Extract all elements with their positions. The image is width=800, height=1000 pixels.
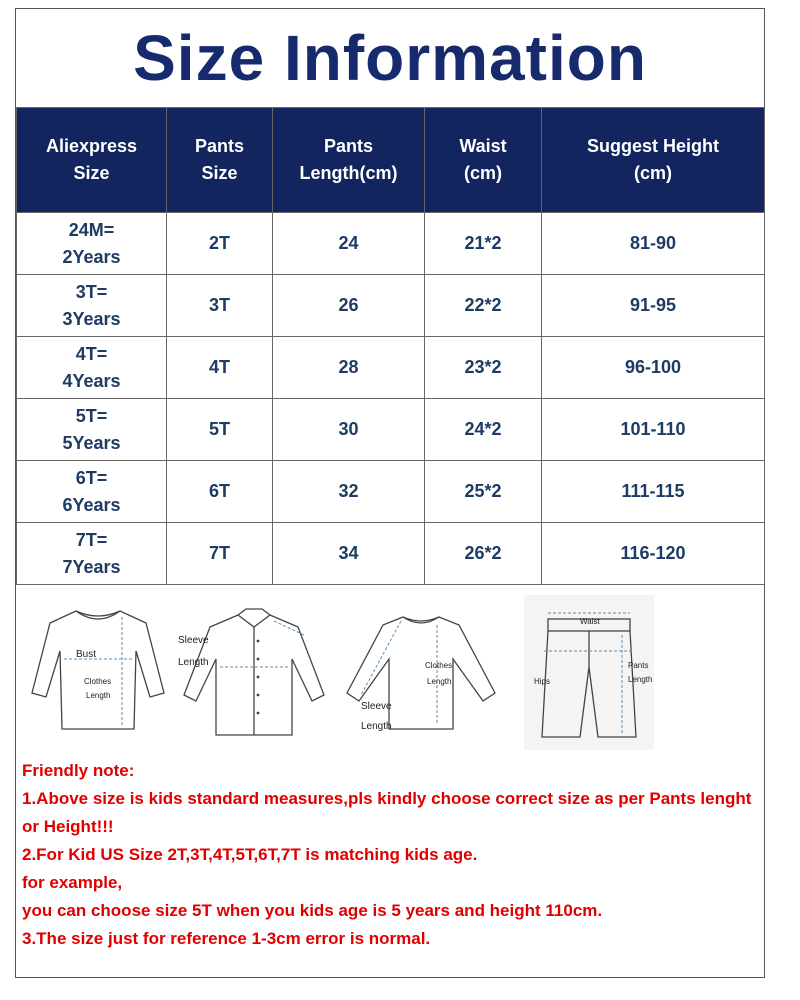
shirt-diagram	[176, 597, 331, 742]
note-line-5: 3.The size just for reference 1-3cm error is normal.	[22, 929, 431, 948]
table-row	[17, 213, 765, 275]
cell-suggest-height: 91-95	[542, 275, 765, 337]
table-header-row	[17, 108, 765, 213]
header-waist: Waist (cm)	[425, 108, 542, 213]
table-row	[17, 399, 765, 461]
sweater-sleeve-label: Sleeve	[361, 701, 392, 712]
shirt-illustration	[176, 597, 331, 742]
cell-suggest-height: 81-90	[542, 213, 765, 275]
table-row	[17, 461, 765, 523]
cell-pants-length: 24	[273, 213, 425, 275]
shirt-length-label: Length	[178, 657, 209, 668]
sweater-sleeve-length-label: Length	[361, 721, 392, 732]
cell-waist: 21*2	[425, 213, 542, 275]
sweater-clothes-label: Clothes	[425, 661, 453, 670]
cell-pants-size: 5T	[167, 399, 273, 461]
note-line-2: 2.For Kid US Size 2T,3T,4T,5T,6T,7T is matching kids age.	[22, 845, 478, 864]
cell-suggest-height: 101-110	[542, 399, 765, 461]
size-table	[16, 107, 765, 585]
cell-suggest-height: 96-100	[542, 337, 765, 399]
cell-aliexpress-size: 24M= 2Years	[17, 213, 167, 275]
table-row	[17, 523, 765, 585]
note-line-3: for example,	[22, 873, 123, 892]
pants-hips-label: Hips	[534, 677, 551, 686]
cell-pants-length: 32	[273, 461, 425, 523]
tshirt-illustration	[24, 597, 172, 742]
pants-diagram	[514, 595, 664, 750]
friendly-notes	[22, 757, 758, 953]
cell-pants-size: 4T	[167, 337, 273, 399]
cell-waist: 23*2	[425, 337, 542, 399]
measurement-diagrams	[16, 587, 764, 757]
pants-waist-label: Waist	[580, 617, 600, 626]
page-title: Size Information	[133, 22, 647, 94]
header-pants-size: Pants Size	[167, 108, 273, 213]
tshirt-clothes-label: Clothes	[84, 677, 112, 686]
cell-aliexpress-size: 4T= 4Years	[17, 337, 167, 399]
cell-waist: 26*2	[425, 523, 542, 585]
tshirt-length-label: Length	[86, 691, 111, 700]
cell-pants-length: 30	[273, 399, 425, 461]
pants-pants-label: Pants	[628, 661, 649, 670]
cell-aliexpress-size: 3T= 3Years	[17, 275, 167, 337]
note-line-1: 1.Above size is kids standard measures,pls kindly choose correct size as per Pants lenght or Height!!!	[22, 789, 752, 836]
cell-aliexpress-size: 6T= 6Years	[17, 461, 167, 523]
cell-waist: 22*2	[425, 275, 542, 337]
cell-pants-length: 28	[273, 337, 425, 399]
cell-pants-length: 34	[273, 523, 425, 585]
cell-pants-size: 3T	[167, 275, 273, 337]
table-row	[17, 275, 765, 337]
sweater-diagram	[341, 597, 501, 742]
cell-aliexpress-size: 7T= 7Years	[17, 523, 167, 585]
cell-suggest-height: 116-120	[542, 523, 765, 585]
sweater-length-label: Length	[427, 677, 452, 686]
cell-aliexpress-size: 5T= 5Years	[17, 399, 167, 461]
table-row	[17, 337, 765, 399]
shirt-sleeve-label: Sleeve	[178, 635, 209, 646]
size-chart-frame	[15, 8, 765, 978]
cell-suggest-height: 111-115	[542, 461, 765, 523]
note-line-4: you can choose size 5T when you kids age is 5 years and height 110cm.	[22, 901, 603, 920]
pants-length-label: Length	[628, 675, 653, 684]
cell-pants-size: 7T	[167, 523, 273, 585]
cell-waist: 24*2	[425, 399, 542, 461]
cell-pants-size: 2T	[167, 213, 273, 275]
header-pants-length: Pants Length(cm)	[273, 108, 425, 213]
cell-waist: 25*2	[425, 461, 542, 523]
notes-heading: Friendly note:	[22, 761, 135, 780]
cell-pants-size: 6T	[167, 461, 273, 523]
tshirt-bust-label: Bust	[76, 649, 97, 660]
header-aliexpress-size: Aliexpress Size	[17, 108, 167, 213]
header-suggest-height: Suggest Height (cm)	[542, 108, 765, 213]
cell-pants-length: 26	[273, 275, 425, 337]
tshirt-diagram	[24, 597, 172, 742]
